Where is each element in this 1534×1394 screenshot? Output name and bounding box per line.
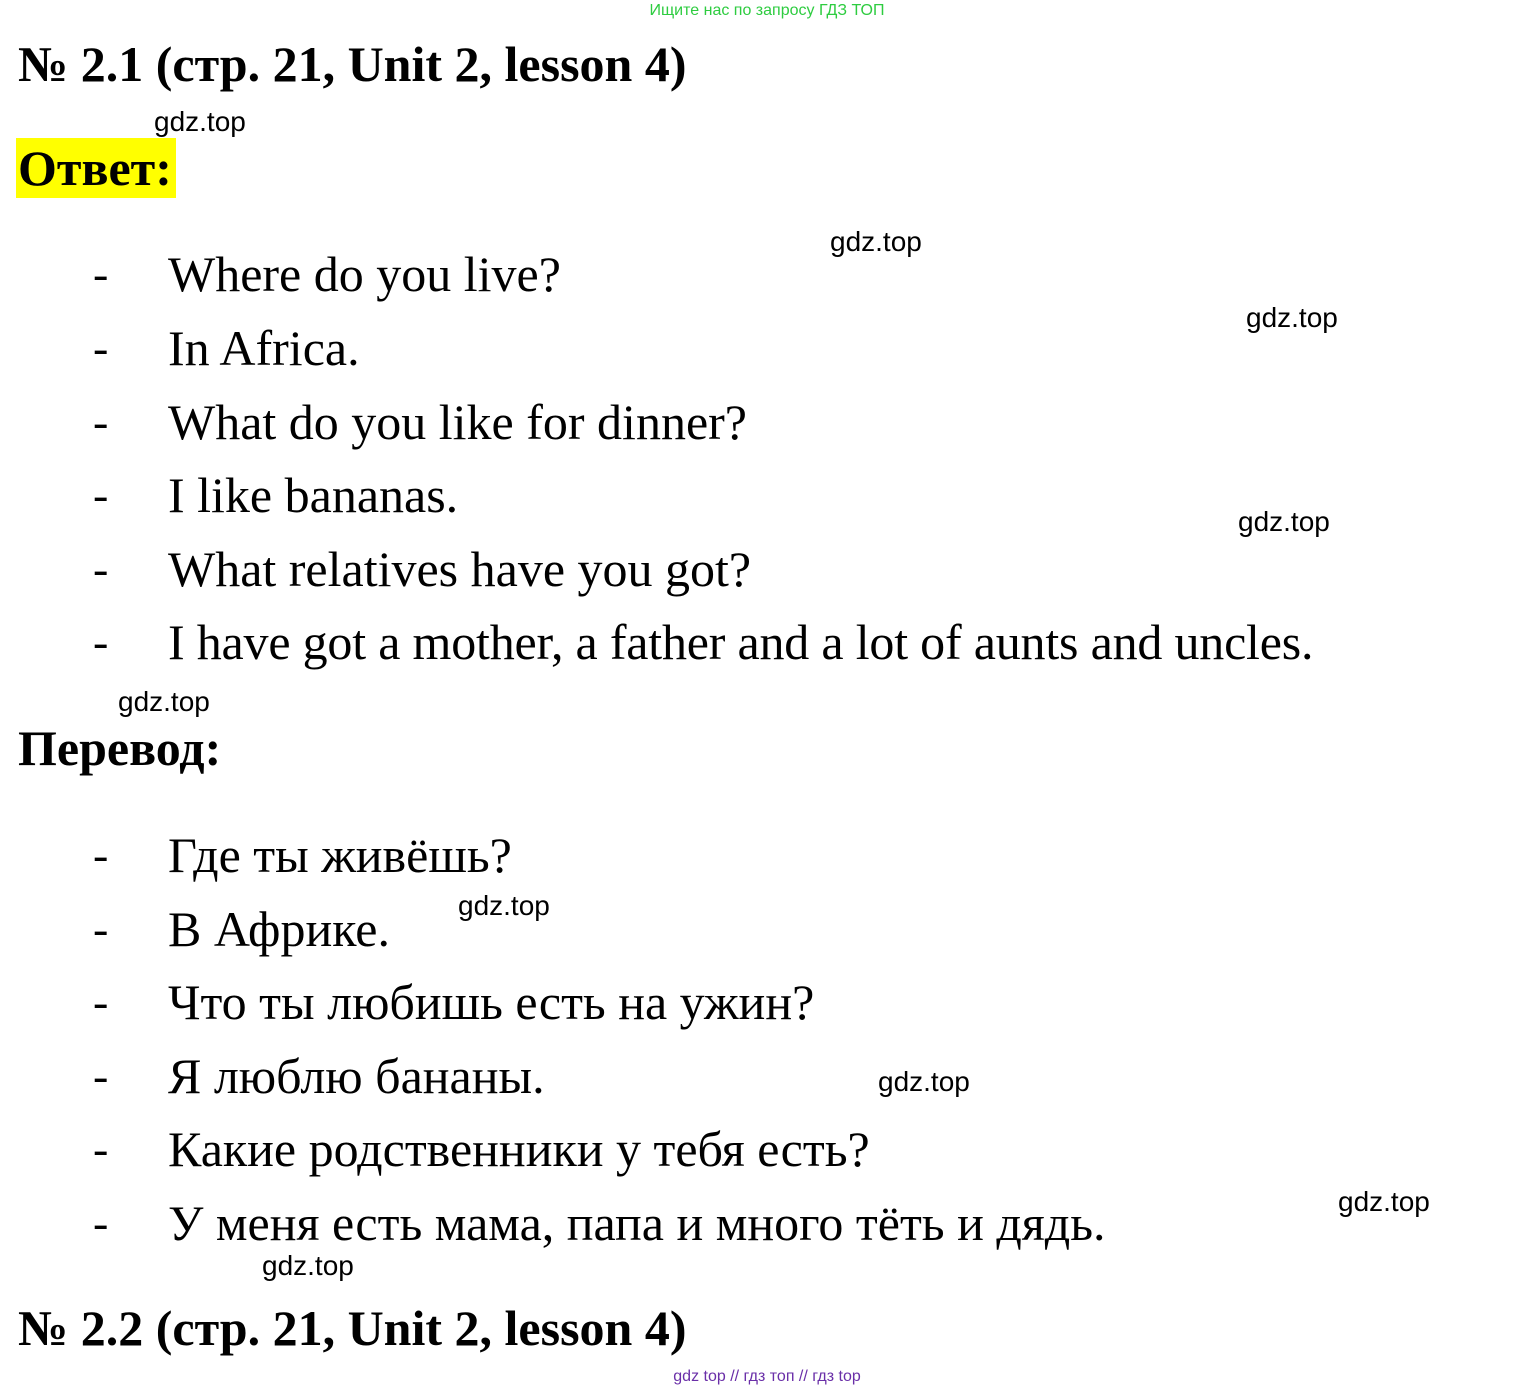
footer-watermark: gdz top // гдз топ // гдз top — [673, 1368, 861, 1385]
translation-line: У меня есть мама, папа и много тёть и дядь. — [168, 1195, 1106, 1251]
watermark: gdz.top — [458, 890, 550, 921]
watermark: gdz.top — [118, 686, 210, 717]
list-dash: - — [93, 322, 109, 373]
list-dash: - — [93, 1123, 109, 1174]
exercise-heading-2-2: № 2.2 (стр. 21, Unit 2, lesson 4) — [18, 1300, 687, 1356]
translation-line: Что ты любишь есть на ужин? — [168, 974, 815, 1030]
watermark: gdz.top — [1246, 302, 1338, 333]
list-dash: - — [93, 469, 109, 520]
answer-line: I have got a mother, a father and a lot of aunts and uncles. — [168, 614, 1314, 670]
list-dash: - — [93, 543, 109, 594]
watermark: gdz.top — [1338, 1186, 1430, 1217]
translation-line: Я люблю бананы. — [168, 1048, 545, 1104]
answer-line: Where do you live? — [168, 246, 561, 302]
watermark: gdz.top — [154, 106, 246, 137]
answer-line: I like bananas. — [168, 467, 459, 523]
list-dash: - — [93, 1050, 109, 1101]
translation-line: Какие родственники у тебя есть? — [168, 1121, 870, 1177]
watermark: gdz.top — [878, 1066, 970, 1097]
translation-label: Перевод: — [18, 720, 222, 776]
list-dash: - — [93, 248, 109, 299]
exercise-heading-2-1: № 2.1 (стр. 21, Unit 2, lesson 4) — [18, 36, 687, 92]
list-dash: - — [93, 1197, 109, 1248]
list-dash: - — [93, 976, 109, 1027]
list-dash: - — [93, 903, 109, 954]
list-dash: - — [93, 616, 109, 667]
watermark: gdz.top — [262, 1250, 354, 1281]
answer-line: What relatives have you got? — [168, 541, 752, 597]
answer-line: What do you like for dinner? — [168, 394, 747, 450]
watermark: gdz.top — [830, 226, 922, 257]
top-banner: Ищите нас по запросу ГДЗ ТОП — [649, 2, 885, 19]
list-dash: - — [93, 396, 109, 447]
translation-line: В Африке. — [168, 901, 390, 957]
list-dash: - — [93, 829, 109, 880]
translation-line: Где ты живёшь? — [168, 827, 512, 883]
watermark: gdz.top — [1238, 506, 1330, 537]
answer-line: In Africa. — [168, 320, 360, 376]
answer-label: Ответ: — [16, 138, 176, 198]
